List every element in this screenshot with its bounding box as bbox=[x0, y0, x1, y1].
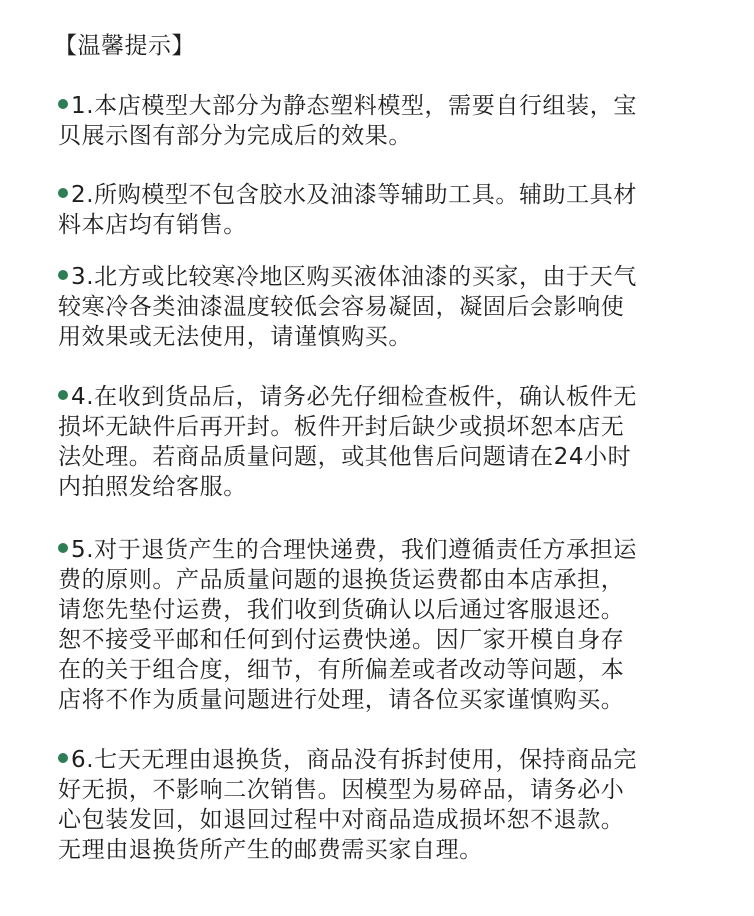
notice-line: 贝展示图有部分为完成后的效果。 bbox=[58, 123, 412, 149]
notice-line: 法处理。若商品质量问题，或其他售后问题请在24小时 bbox=[58, 444, 632, 470]
notice-line: 费的原则。产品质量问题的退换货运费都由本店承担， bbox=[58, 567, 625, 593]
notice-line: 恕不接受平邮和任何到付运费快递。因厂家开模自身存 bbox=[58, 627, 625, 653]
notice-line: 在的关于组合度，细节，有所偏差或者改动等问题，本 bbox=[58, 657, 625, 683]
notice-line: 用效果或无法使用，请谨慎购买。 bbox=[58, 324, 412, 350]
notice-line: 6.七天无理由退换货，商品没有拆封使用，保持商品完 bbox=[58, 745, 718, 775]
notice-line: 好无损，不影响二次销售。因模型为易碎品，请务必小 bbox=[58, 777, 625, 803]
bullet-dot-icon bbox=[58, 753, 68, 763]
notice-line: 料本店均有销售。 bbox=[58, 212, 247, 238]
notice-line: 较寒冷各类油漆温度较低会容易凝固，凝固后会影响使 bbox=[58, 294, 625, 320]
notice-line: 损坏无缺件后再开封。板件开封后缺少或损坏恕本店无 bbox=[58, 414, 625, 440]
notice-line: 心包装发回，如退回过程中对商品造成损坏恕不退款。 bbox=[58, 807, 625, 833]
notice-item-2 bbox=[58, 180, 718, 240]
bullet-dot-icon bbox=[58, 270, 68, 280]
notice-item-3 bbox=[58, 262, 718, 352]
notice-line: 1.本店模型大部分为静态塑料模型，需要自行组装，宝 bbox=[58, 91, 718, 121]
notice-line: 4.在收到货品后，请务必先仔细检查板件，确认板件无 bbox=[58, 382, 718, 412]
notice-line: 请您先垫付运费，我们收到货确认以后通过客服退还。 bbox=[58, 597, 625, 623]
bullet-dot-icon bbox=[58, 543, 68, 553]
page-title: 【温馨提示】 bbox=[54, 33, 195, 59]
bullet-dot-icon bbox=[58, 188, 68, 198]
notice-item-4 bbox=[58, 382, 718, 502]
notice-item-1 bbox=[58, 91, 718, 151]
notice-item-6 bbox=[58, 745, 718, 865]
notice-line: 5.对于退货产生的合理快递费，我们遵循责任方承担运 bbox=[58, 535, 718, 565]
notice-line: 店将不作为质量问题进行处理，请各位买家谨慎购买。 bbox=[58, 687, 625, 713]
bullet-dot-icon bbox=[58, 99, 68, 109]
notice-line: 2.所购模型不包含胶水及油漆等辅助工具。辅助工具材 bbox=[58, 180, 718, 210]
notice-line: 3.北方或比较寒冷地区购买液体油漆的买家，由于天气 bbox=[58, 262, 718, 292]
notice-line: 内拍照发给客服。 bbox=[58, 474, 247, 500]
notice-item-5 bbox=[58, 535, 718, 715]
bullet-dot-icon bbox=[58, 390, 68, 400]
notice-line: 无理由退换货所产生的邮费需买家自理。 bbox=[58, 837, 483, 863]
